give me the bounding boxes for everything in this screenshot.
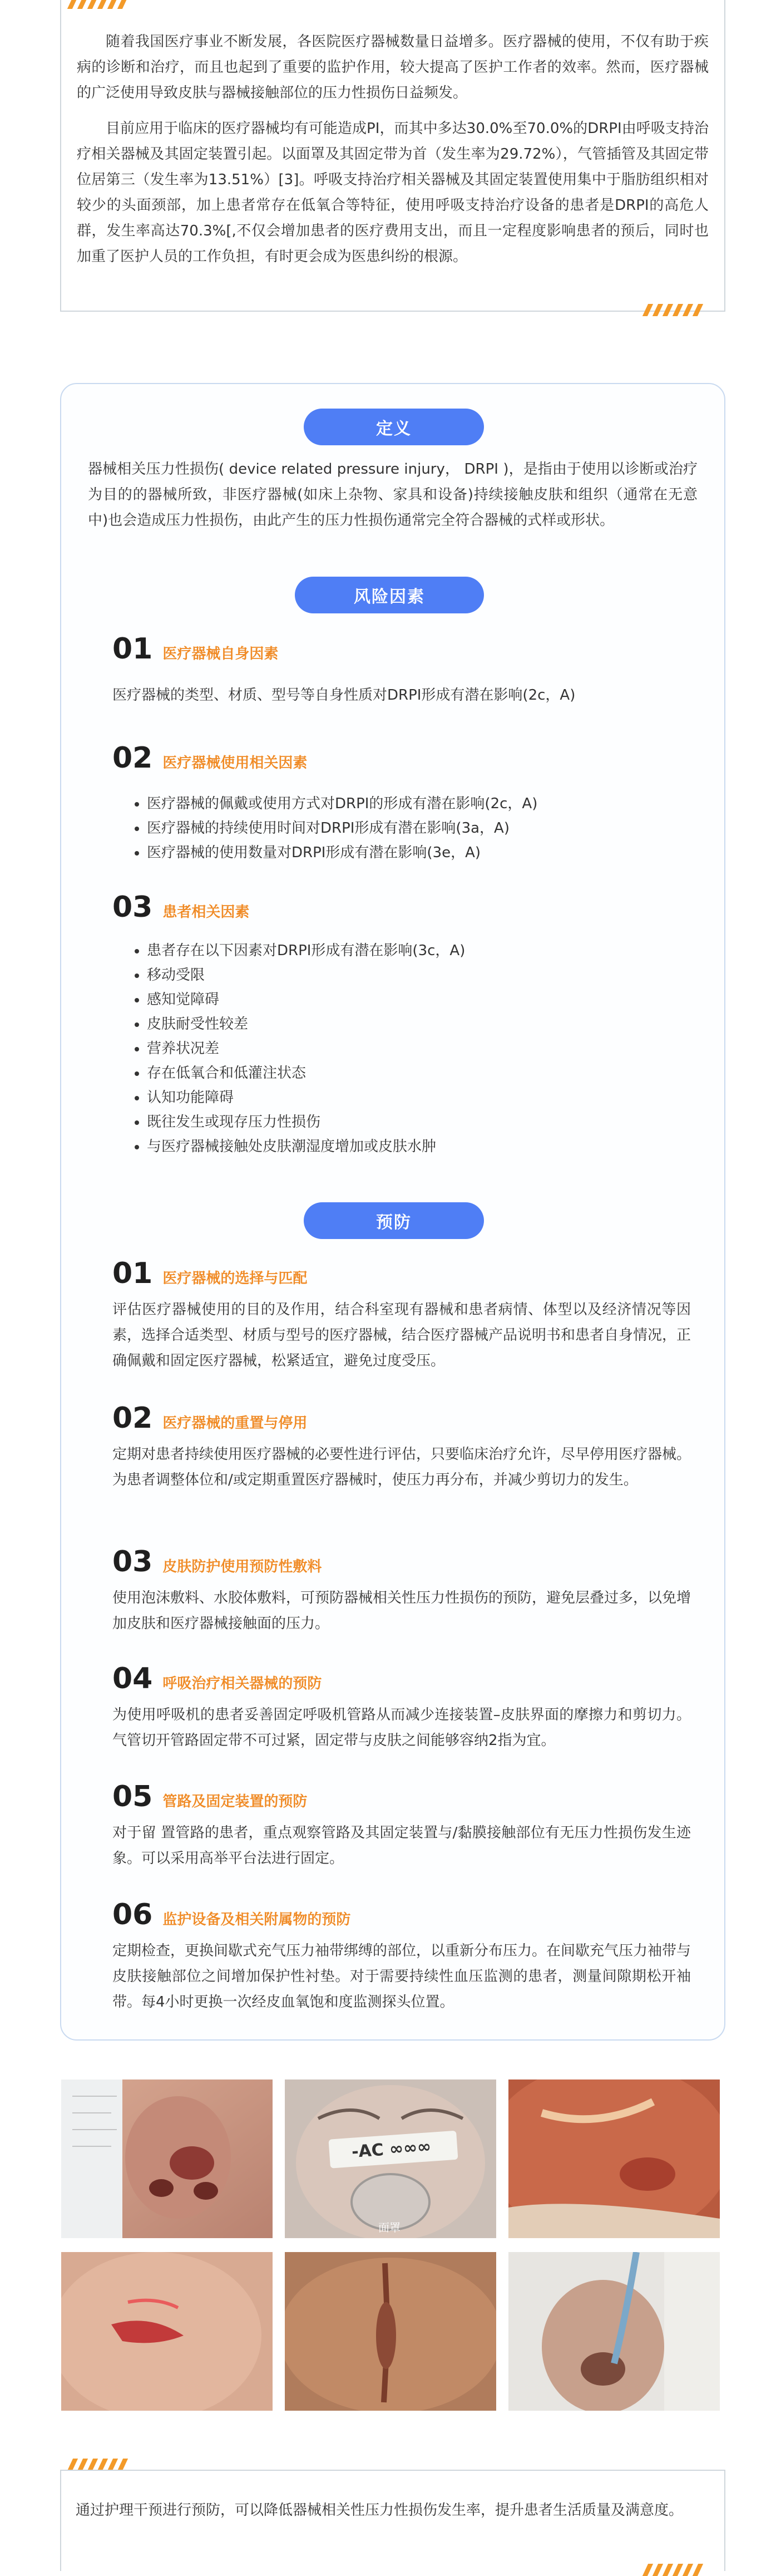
prevention-number-04: 04 bbox=[112, 1662, 153, 1695]
decor-stripes-top bbox=[70, 0, 137, 9]
prevention-heading-05 bbox=[112, 1780, 307, 1813]
list-item: 既往发生或现存压力性损伤 bbox=[147, 1110, 703, 1134]
list-item: 患者存在以下因素对DRPI形成有潜在影响(3c，A) bbox=[147, 938, 703, 963]
content-card bbox=[60, 383, 725, 2041]
photo-face-mask-tape bbox=[285, 2080, 496, 2238]
prevention-heading-03 bbox=[112, 1545, 322, 1579]
definition-pill: 定义 bbox=[304, 409, 484, 445]
risk-number-03: 03 bbox=[112, 891, 153, 924]
prevention-heading-04 bbox=[112, 1662, 322, 1695]
prevention-pill: 预防 bbox=[304, 1202, 484, 1239]
prevention-title-06: 监护设备及相关附属物的预防 bbox=[162, 1911, 351, 1928]
list-item: 医疗器械的使用数量对DRPI形成有潜在影响(3e，A) bbox=[147, 840, 703, 865]
risk-title-03: 患者相关因素 bbox=[162, 904, 250, 921]
definition-text: 器械相关压力性损伤( device related pressure injury， DRPI )，是指由于使用以诊断或治疗为目的的器械所致，非医疗器械(如床上杂物、家具和设备)持续接触皮肤和组织（通常在无意中)也会造成压力性损伤，由此产生的压力性损伤通常完全符合器械的式样或形状。 bbox=[88, 461, 698, 529]
prevention-title-05: 管路及固定装置的预防 bbox=[162, 1793, 308, 1810]
decor-stripes-conclusion-top bbox=[70, 2459, 137, 2471]
prevention-text-06: 定期检查，更换间歇式充气压力袖带绑缚的部位，以重新分布压力。在间歇充气压力袖带与皮肤接触部位之间增加保护性衬垫。对于需要持续性血压监测的患者，测量间隙期松开袖带。每4小时更换一次经皮血氧饱和度监测探头位置。 bbox=[112, 1943, 691, 2010]
prevention-text-02: 定期对患者持续使用医疗器械的必要性进行评估，只要临床治疗允许，尽早停用医疗器械。为患者调整体位和/或定期重置医疗器械时，使压力再分布，并减少剪切力的发生。 bbox=[112, 1446, 691, 1488]
risk-number-02: 02 bbox=[112, 741, 153, 775]
intro-paragraph-2: 目前应用于临床的医疗器械均有可能造成PI，而其中多达30.0%至70.0%的DRPI由呼吸支持治疗相关器械及其固定装置引起。以面罩及其固定带为首（发生率为29.72%），气管插管及其固定带位居第三（发生率为13.51%）[3]。呼吸支持治疗相关器械及其固定装置使用集中于脂肪组织相对较少的头面颈部，加上患者常存在低氧合等特征，使用呼吸支持治疗设备的患者是DRPI的高危人群，发生率高达70.3%[,不仅会增加患者的医疗费用支出，而且一定程度影响患者的预后，同时也加重了医护人员的工作负担，有时更会成为医患纠纷的根源。 bbox=[77, 120, 709, 265]
prevention-title-03: 皮肤防护使用预防性敷料 bbox=[162, 1559, 322, 1575]
prevention-heading-01 bbox=[112, 1257, 307, 1290]
tape-label: -AC ∞∞∞ bbox=[350, 2137, 432, 2162]
risk-text-01: 医疗器械的类型、材质、型号等自身性质对DRPI形成有潜在影响(2c，A) bbox=[112, 687, 576, 704]
list-item: 移动受限 bbox=[147, 963, 703, 987]
risk-number-01: 01 bbox=[112, 632, 153, 666]
prevention-number-03: 03 bbox=[112, 1545, 153, 1579]
photo-nose-pressure-injury bbox=[61, 2080, 273, 2238]
prevention-number-01: 01 bbox=[112, 1257, 153, 1290]
list-item: 医疗器械的持续使用时间对DRPI形成有潜在影响(3a，A) bbox=[147, 816, 703, 840]
risk-title-01: 医疗器械自身因素 bbox=[162, 646, 279, 662]
photo-forehead-injury bbox=[508, 2080, 720, 2238]
prevention-heading-02 bbox=[112, 1402, 307, 1435]
prevention-text-03: 使用泡沫敷料、水胶体敷料，可预防器械相关性压力性损伤的预防，避免层叠过多，以免增加皮肤和医疗器械接触面的压力。 bbox=[112, 1590, 691, 1632]
prevention-number-05: 05 bbox=[112, 1780, 153, 1813]
photo-cheek-wound bbox=[61, 2252, 273, 2411]
risk-pill: 风险因素 bbox=[295, 577, 484, 613]
list-item: 皮肤耐受性较差 bbox=[147, 1012, 703, 1036]
prevention-title-01: 医疗器械的选择与匹配 bbox=[162, 1270, 308, 1287]
decor-stripes-conclusion-bottom bbox=[645, 2564, 712, 2576]
risk-list-03 bbox=[130, 938, 703, 1159]
risk-heading-03 bbox=[112, 891, 249, 924]
prevention-title-04: 呼吸治疗相关器械的预防 bbox=[162, 1675, 322, 1692]
photo-caption: 面罩 bbox=[378, 2221, 401, 2234]
prevention-title-02: 医疗器械的重置与停用 bbox=[162, 1415, 308, 1432]
conclusion-text: 通过护理干预进行预防，可以降低器械相关性压力性损伤发生率，提升患者生活质量及满意度。 bbox=[76, 2502, 684, 2519]
risk-title-02: 医疗器械使用相关因素 bbox=[162, 755, 308, 771]
risk-heading-02 bbox=[112, 741, 307, 775]
intro-paragraph-1: 随着我国医疗事业不断发展，各医院医疗器械数量日益增多。医疗器械的使用，不仅有助于疾病的诊断和治疗，而且也起到了重要的监护作用，较大提高了医护工作者的效率。然而，医疗器械的广泛使用导致皮肤与器械接触部位的压力性损伤日益频发。 bbox=[77, 33, 709, 101]
list-item: 医疗器械的佩戴或使用方式对DRPI的形成有潜在影响(2c，A) bbox=[147, 792, 703, 816]
risk-heading-01 bbox=[112, 632, 278, 666]
prevention-text-01: 评估医疗器械使用的目的及作用，结合科室现有器械和患者病情、体型以及经济情况等因素，选择合适类型、材质与型号的医疗器械，结合医疗器械产品说明书和患者自身情况，正确佩戴和固定医疗器械，松紧适宜，避免过度受压。 bbox=[112, 1301, 691, 1369]
risk-list-02 bbox=[130, 792, 703, 865]
list-item: 营养状况差 bbox=[147, 1036, 703, 1061]
prevention-text-05: 对于留 置管路的患者，重点观察管路及其固定装置与/黏膜接触部位有无压力性损伤发生迹象。可以采用高举平台法进行固定。 bbox=[112, 1825, 691, 1867]
photo-nasal-tube bbox=[508, 2252, 720, 2411]
prevention-number-06: 06 bbox=[112, 1898, 153, 1931]
prevention-text-04: 为使用呼吸机的患者妥善固定呼吸机管路从而减少连接装置–皮肤界面的摩擦力和剪切力。气管切开管路固定带不可过紧，固定带与皮肤之间能够容纳2指为宜。 bbox=[112, 1707, 691, 1749]
list-item: 感知觉障碍 bbox=[147, 987, 703, 1012]
prevention-heading-06 bbox=[112, 1898, 350, 1931]
list-item: 存在低氧合和低灌注状态 bbox=[147, 1061, 703, 1085]
decor-stripes-intro-bottom bbox=[645, 304, 712, 316]
conclusion-box bbox=[60, 2470, 725, 2571]
list-item: 认知功能障碍 bbox=[147, 1085, 703, 1110]
photo-skin-linear-mark bbox=[285, 2252, 496, 2411]
intro-box bbox=[60, 0, 725, 312]
list-item: 与医疗器械接触处皮肤潮湿度增加或皮肤水肿 bbox=[147, 1134, 703, 1159]
prevention-number-02: 02 bbox=[112, 1402, 153, 1435]
